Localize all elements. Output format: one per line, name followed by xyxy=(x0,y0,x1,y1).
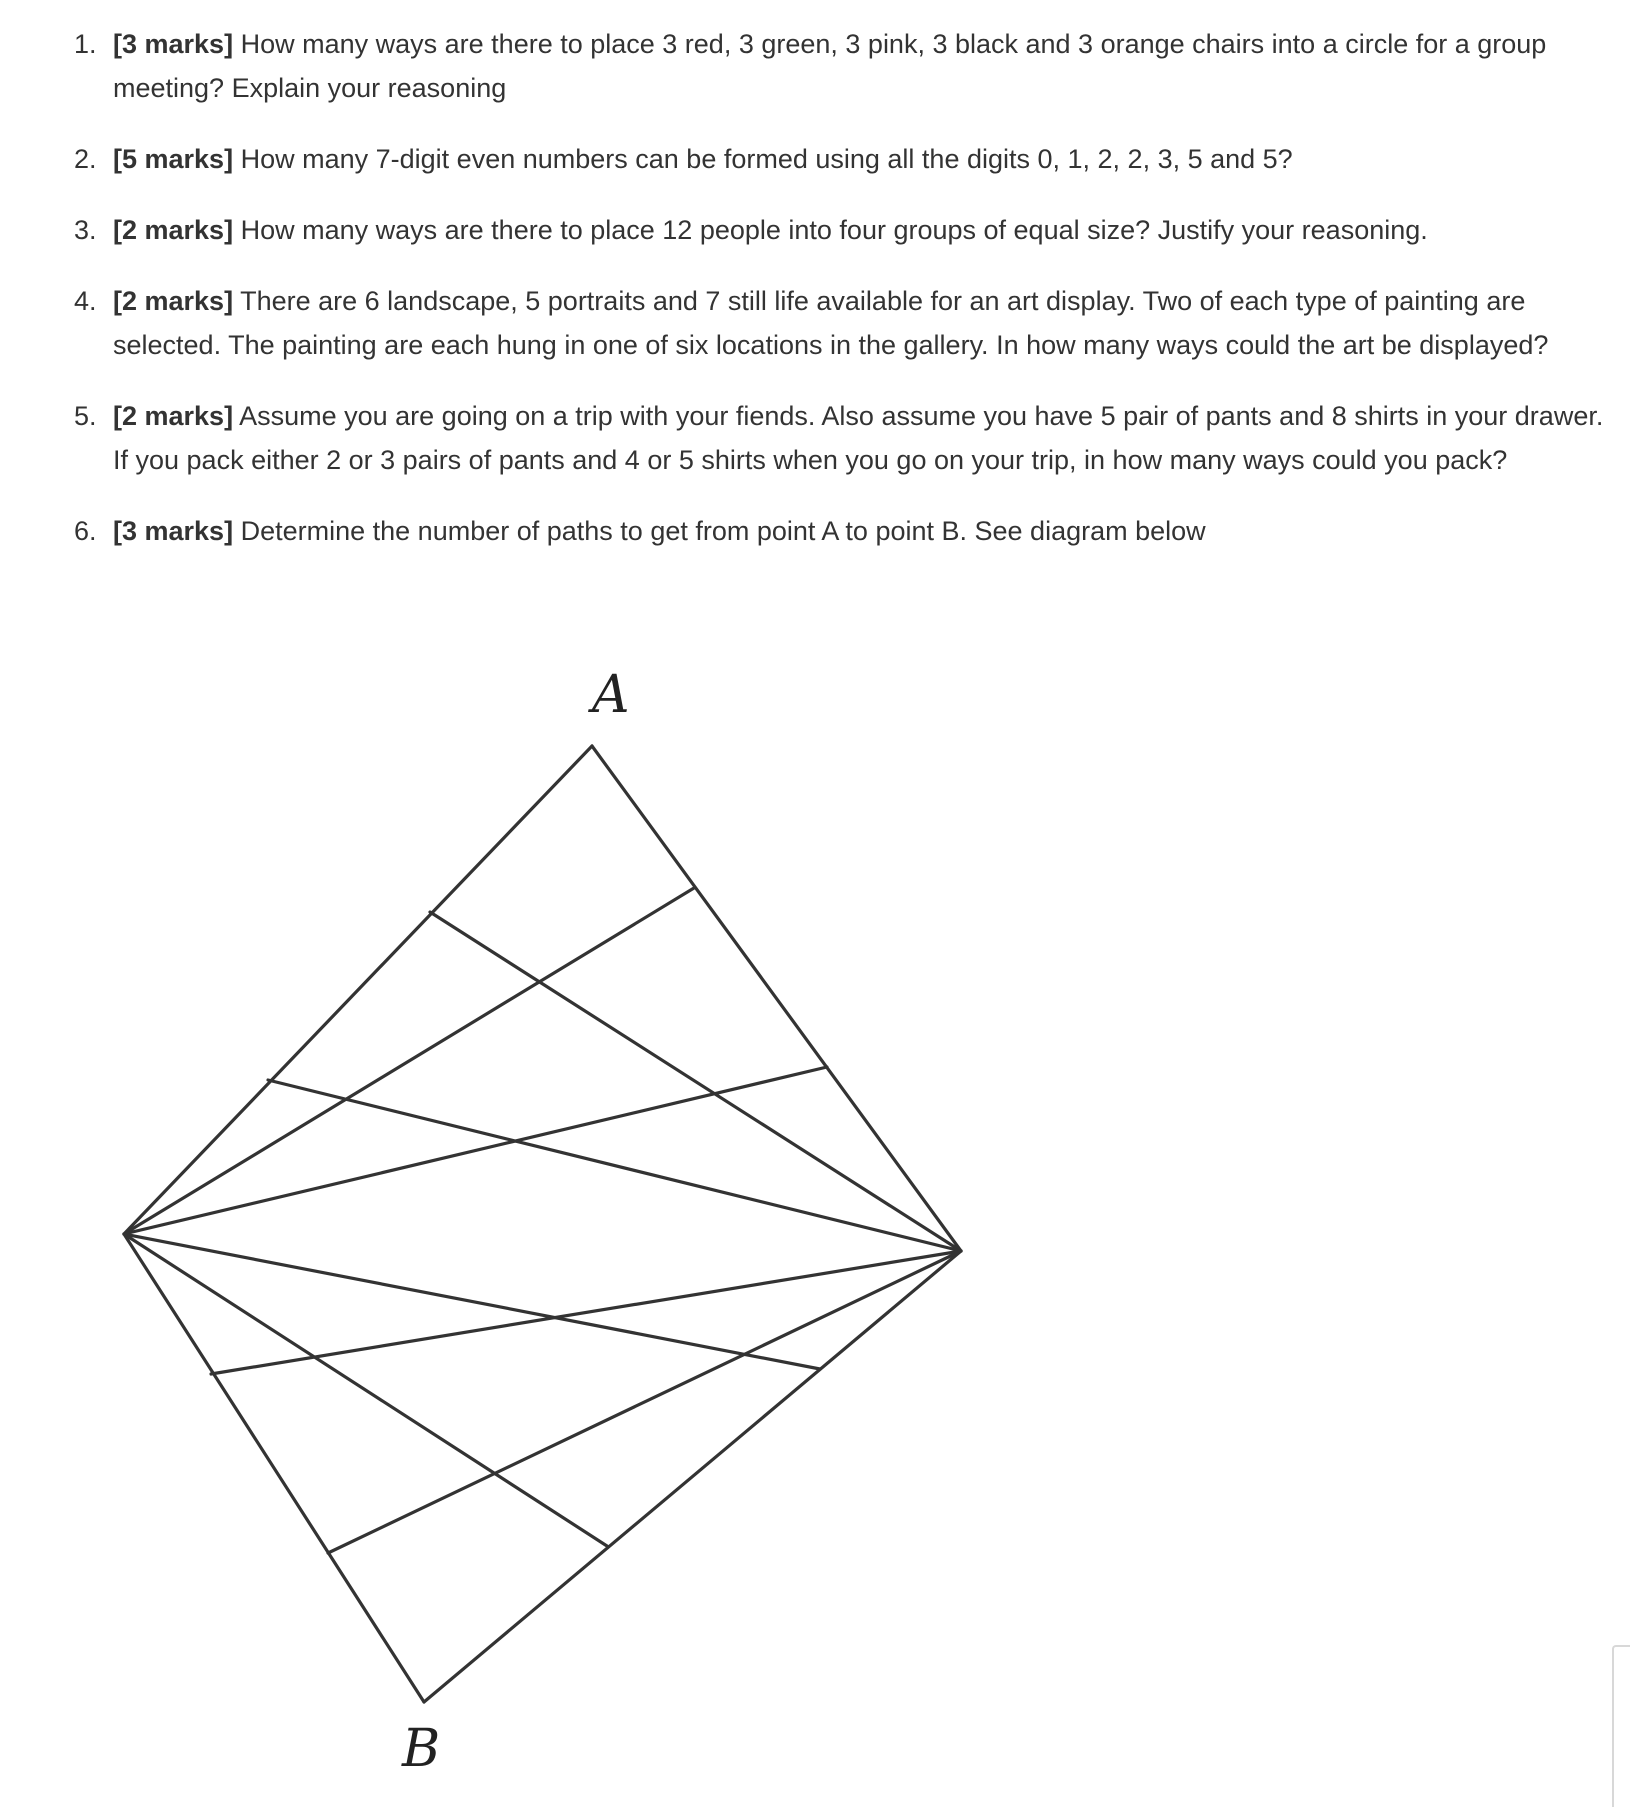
edge-right-upper-1 xyxy=(430,912,961,1251)
question-item xyxy=(0,208,1630,252)
edge-right-upper-2 xyxy=(268,1080,961,1251)
question-marks: [2 marks] xyxy=(113,215,234,245)
question-number: 3. xyxy=(74,215,97,245)
question-marks: [3 marks] xyxy=(113,29,234,59)
question-item xyxy=(0,137,1630,181)
question-marks: [3 marks] xyxy=(113,516,234,546)
question-text: Assume you are going on a trip with your fiends. Also assume you have 5 pair of pants and 8 shirts in your drawer. If you pack either 2 or 3 pairs of pants and 4 or 5 shirts when you go on your trip, in how many ways could you pack? xyxy=(113,401,1604,475)
edge-left-upper-1 xyxy=(124,888,694,1234)
corner-frame xyxy=(1612,1645,1630,1807)
question-item xyxy=(0,22,1630,110)
question-marks: [2 marks] xyxy=(113,286,234,316)
question-number: 4. xyxy=(74,286,97,316)
question-text: How many ways are there to place 3 red, 3 green, 3 pink, 3 black and 3 orange chairs into a circle for a group meeting? Explain your reasoning xyxy=(113,29,1547,103)
question-item xyxy=(0,394,1630,482)
question-text: There are 6 landscape, 5 portraits and 7 still life available for an art display. Two of each type of painting are selected. The painting are each hung in one of six locations in the gallery. In how many ways could the art be displayed? xyxy=(113,286,1549,360)
question-number: 6. xyxy=(74,516,97,546)
question-marks: [2 marks] xyxy=(113,401,234,431)
question-item xyxy=(0,509,1630,553)
question-marks: [5 marks] xyxy=(113,144,234,174)
edge-a-left xyxy=(124,746,592,1234)
question-list xyxy=(0,22,1630,580)
question-number: 1. xyxy=(74,29,97,59)
question-number: 2. xyxy=(74,144,97,174)
path-diagram xyxy=(0,640,1000,1786)
question-text: How many 7-digit even numbers can be formed using all the digits 0, 1, 2, 2, 3, 5 and 5? xyxy=(240,144,1293,174)
question-text: Determine the number of paths to get from point A to point B. See diagram below xyxy=(240,516,1206,546)
label-b: B xyxy=(402,1719,441,1779)
edge-left-b xyxy=(124,1234,424,1702)
question-text: How many ways are there to place 12 people into four groups of equal size? Justify your reasoning. xyxy=(240,215,1428,245)
edge-right-lower-1 xyxy=(211,1251,961,1374)
edge-right-lower-2 xyxy=(328,1251,961,1553)
label-a: A xyxy=(592,665,630,725)
edge-right-b xyxy=(424,1251,961,1702)
question-item xyxy=(0,279,1630,367)
question-number: 5. xyxy=(74,401,97,431)
edge-left-upper-2 xyxy=(124,1067,827,1234)
